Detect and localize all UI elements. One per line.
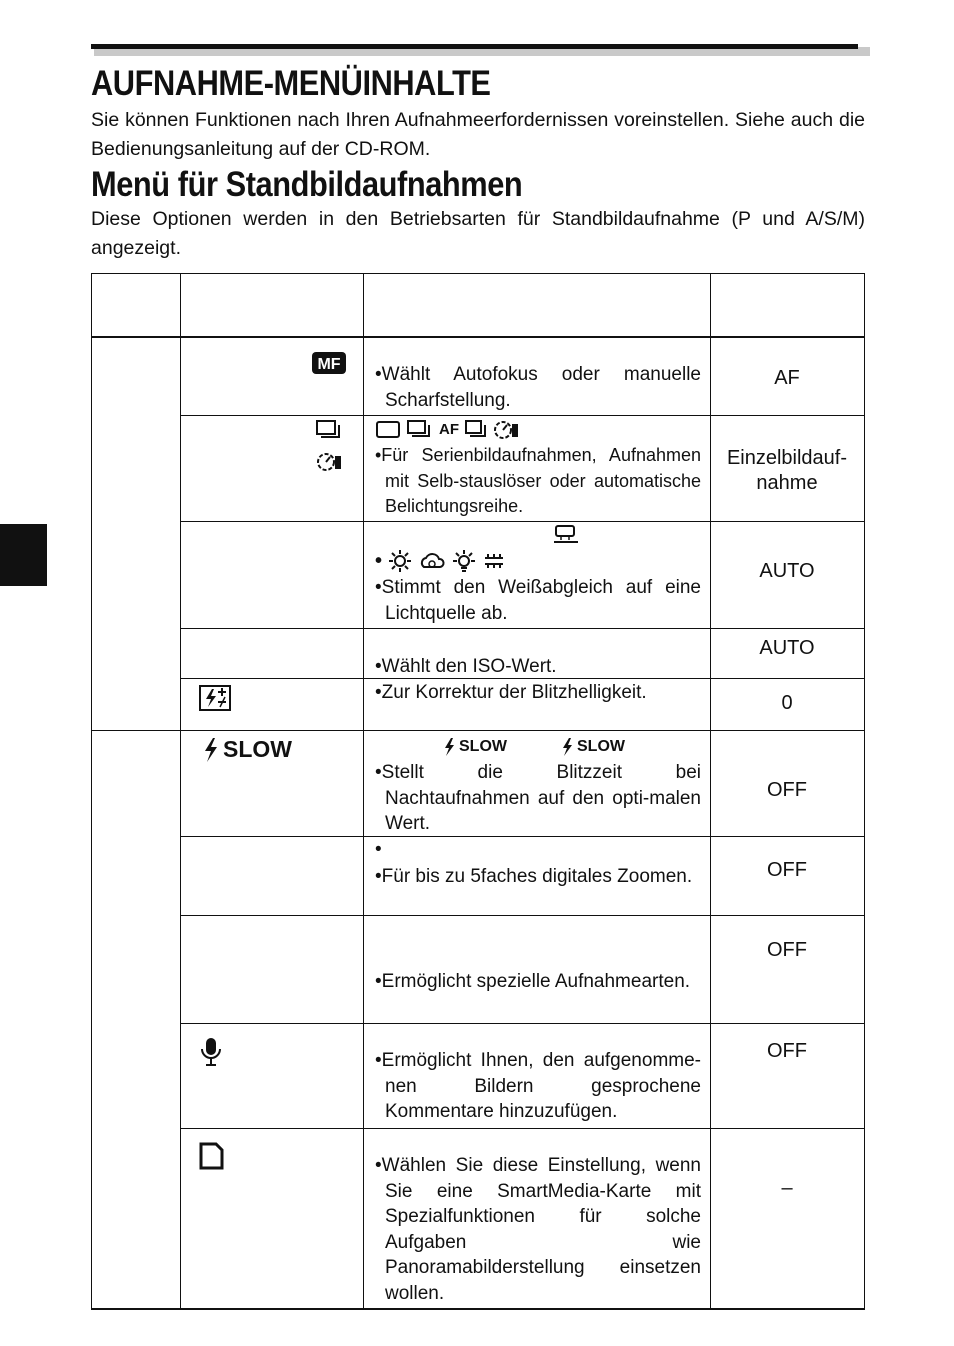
sun-icon [388, 549, 412, 573]
row-description [375, 680, 701, 706]
table-border-bottom [91, 1308, 865, 1310]
card-icon [199, 1142, 225, 1170]
table-border-right [864, 273, 865, 1310]
description-text: •Ermöglicht Ihnen, den aufgenomme-nen Bildern gesprochene Kommentare hinzuzufügen. [375, 1050, 701, 1122]
flash-slow-icon [203, 737, 219, 763]
row-description [375, 760, 701, 837]
default-value: OFF [767, 1040, 807, 1062]
section-title: Menü für Standbildaufnahmen [91, 165, 523, 204]
row-divider [180, 1128, 865, 1129]
intro-text: Sie können Funktionen nach Ihren Aufnahmeerfordernissen voreinstellen. Siehe auch die Bedienungsanleitung auf der CD-ROM. [91, 109, 865, 160]
column-divider [363, 273, 364, 1310]
description-text: •Wählt den ISO-Wert. [375, 656, 557, 677]
row-description [375, 1153, 701, 1306]
row-description [375, 837, 701, 889]
default-value: Einzelbildauf-nahme [726, 447, 848, 494]
default-value: OFF [767, 939, 807, 961]
row-description [375, 575, 701, 626]
description-text: •Stellt die Blitzzeit bei Nachtaufnahmen auf den opti-malen Wert. [375, 762, 701, 834]
row-description [375, 654, 701, 680]
microphone-icon [200, 1037, 222, 1067]
row-divider [180, 1023, 865, 1024]
header-divider [91, 336, 865, 338]
default-value: OFF [767, 859, 807, 881]
section-intro: Diese Optionen werden in den Betriebsarten für Standbildaufnahme (P und A/S/M) angezeigt. [91, 208, 865, 259]
row-divider [180, 521, 865, 522]
flash-compensation-icon [199, 685, 231, 711]
default-value: 0 [781, 692, 793, 714]
flash-icon [443, 737, 455, 757]
row-divider [180, 628, 865, 629]
drive-mode-symbols [375, 418, 521, 440]
column-divider [180, 273, 181, 1310]
table-border-left [91, 273, 92, 1310]
flash-slow-symbols [443, 737, 625, 757]
flash-icon [561, 737, 573, 757]
flash-slow-label [203, 736, 292, 763]
default-value: AUTO [759, 560, 815, 582]
row-description [375, 969, 701, 995]
description-text: •Zur Korrektur der Blitzhelligkeit. [375, 682, 647, 703]
default-value: OFF [767, 779, 807, 801]
drive-mode-icon [316, 418, 342, 474]
sequential-icon [407, 419, 433, 439]
af-sequential-icon [465, 419, 487, 439]
svg-text:MF: MF [317, 356, 341, 373]
row-description [375, 1048, 701, 1125]
white-balance-symbols: • [375, 549, 506, 573]
default-value: AUTO [759, 637, 815, 659]
white-balance-icon [553, 525, 581, 545]
row-description [375, 443, 701, 520]
table-border-top [91, 273, 865, 274]
default-value: – [781, 1177, 793, 1199]
description-text: •Ermöglicht spezielle Aufnahmearten. [375, 971, 691, 992]
page-title: AUFNAHME-MENÜINHALTE [91, 64, 491, 103]
mf-icon [312, 352, 346, 374]
row-description [375, 362, 701, 413]
description-text: •Für bis zu 5faches digitales Zoomen. [375, 865, 693, 887]
slow-symbol: SLOW [577, 738, 625, 755]
menu-table [91, 273, 865, 1310]
row-divider [180, 915, 865, 916]
description-text: •Stimmt den Weißabgleich auf eine Lichtquelle ab. [375, 577, 701, 624]
slow-symbol: SLOW [459, 738, 507, 755]
cloud-icon [418, 549, 446, 573]
description-text: •Wählt Autofokus oder manuelle Scharfstellung. [375, 364, 701, 411]
description-text: • [375, 839, 382, 860]
single-frame-icon [375, 419, 401, 439]
af-sequential-label: AF [439, 420, 459, 438]
group-divider [91, 730, 865, 731]
header-rule [91, 44, 858, 49]
flash-slow-text: SLOW [223, 736, 292, 762]
tungsten-icon [452, 549, 476, 573]
description-text: •Wählen Sie diese Einstellung, wenn Sie eine SmartMedia-Karte mit Spezialfunktionen für solche Aufgaben wie Panoramabilderstellung einsetzen wollen. [375, 1155, 701, 1304]
description-text: •Für Serienbildaufnahmen, Aufnahmen mit Selb-stauslöser oder automatische Belichtungsreihe. [375, 445, 701, 516]
chapter-tab [0, 524, 47, 586]
row-divider [180, 415, 865, 416]
self-timer-icon [493, 418, 521, 440]
default-value: AF [774, 367, 800, 389]
fluorescent-icon [482, 549, 506, 573]
